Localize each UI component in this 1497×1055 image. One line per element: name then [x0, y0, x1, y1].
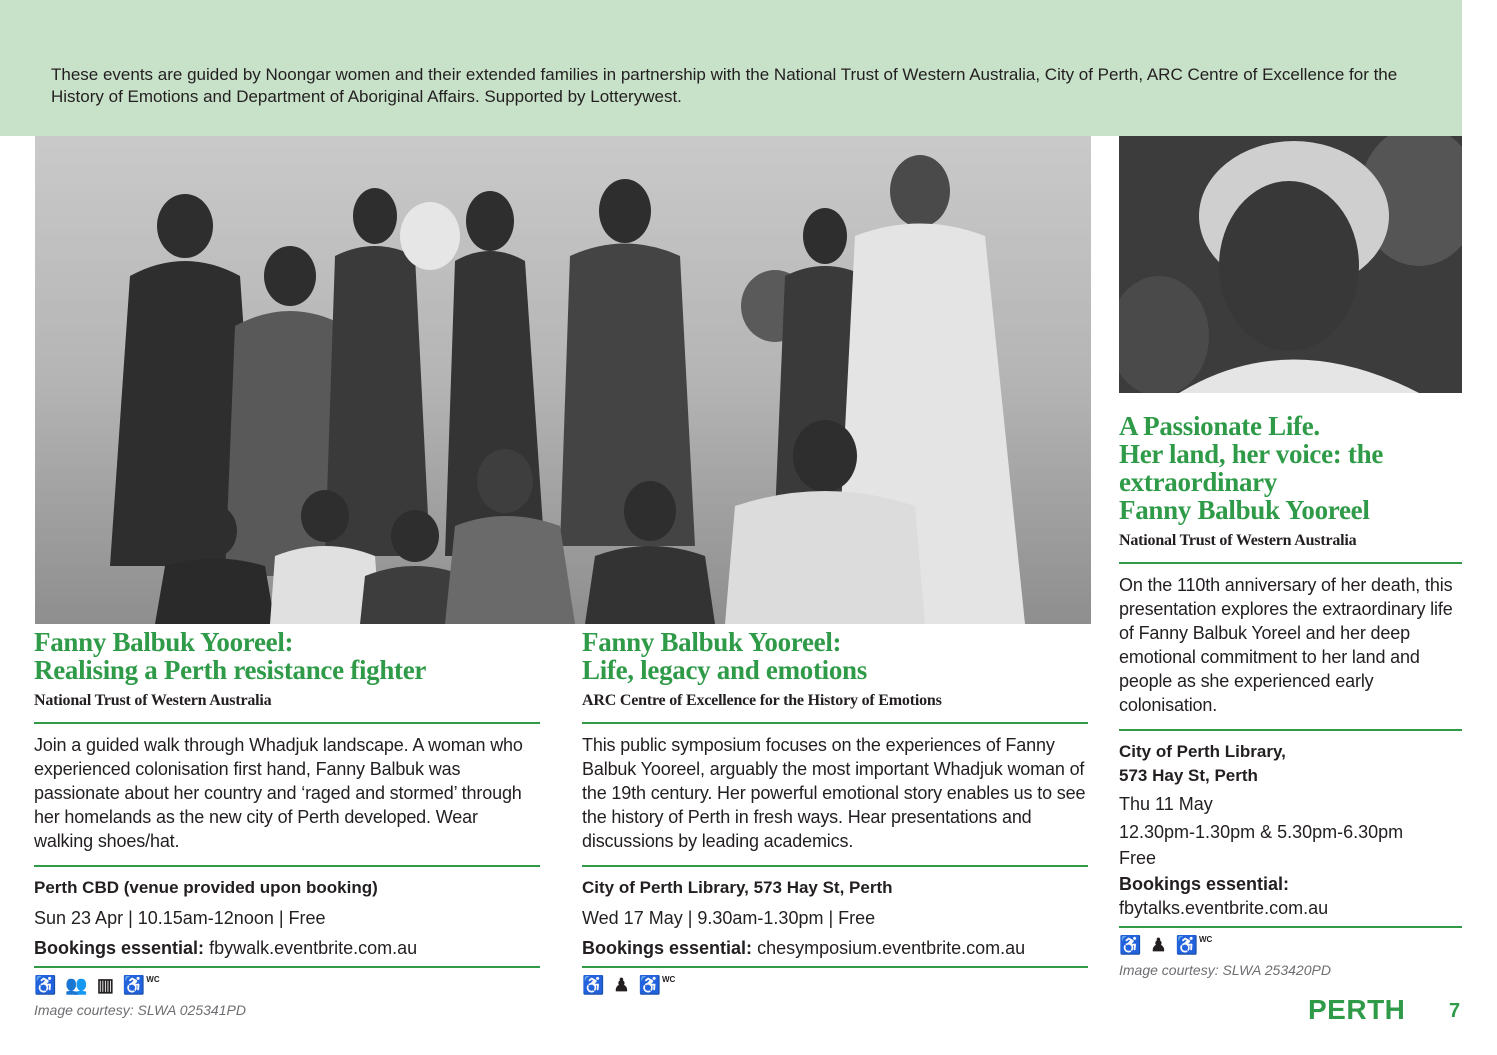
accessible-wc-icon: ♿ $^{WC}$ [1175, 934, 1213, 955]
intro-text: These events are guided by Noongar women and their extended families in partnership with the National Trust of Western Australia, City of Perth, ARC Centre of Excellence for the History of Emotions and Department of Aboriginal Affairs. Supported by Lotterywest. [51, 65, 1398, 106]
divider [34, 722, 540, 724]
event-description: This public symposium focuses on the experiences of Fanny Balbuk Yooreel, arguably the most important Whadjuk woman of the 19th century. Her powerful emotional story enables us to see the history of Perth in fresh ways. Hear presentations and discussions by leading academics. [582, 735, 1086, 851]
event-venue: City of Perth Library, 573 Hay St, Perth [582, 878, 893, 897]
map-icon: ▥ [96, 974, 114, 995]
event-date: Thu 11 May [1119, 794, 1213, 814]
event-price: Free [1119, 848, 1157, 868]
wheelchair-icon: ♿ [582, 974, 605, 995]
access-icons [34, 974, 540, 996]
accessible-wc-icon: ♿ $^{WC}$ [638, 974, 676, 995]
event-times: 12.30pm-1.30pm & 5.30pm-6.30pm [1119, 822, 1404, 842]
event-title: A Passionate Life. Her land, her voice: the extraordinary Fanny Balbuk Yooreel [1119, 411, 1384, 525]
image-credit: Image courtesy: SLWA 025341PD [34, 1002, 246, 1018]
event-when: Sun 23 Apr | 10.15am-12noon | Free [34, 908, 326, 928]
event-venue: City of Perth Library, 573 Hay St, Perth [1119, 742, 1286, 785]
event-symposium [582, 628, 1088, 996]
group-photograph [35, 136, 1091, 624]
event-bookings: Bookings essential: fbytalks.eventbrite.com.au [1119, 874, 1329, 918]
section-city: PERTH [1308, 994, 1406, 1025]
access-icons [582, 974, 1088, 996]
bookings-link[interactable]: fbywalk.eventbrite.com.au [209, 938, 418, 958]
event-description: Join a guided walk through Whadjuk landscape. A woman who experienced colonisation first hand, Fanny Balbuk was passionate about her country and ‘raged and stormed’ through her homelands as the new city of Perth developed. Wear walking shoes/hat. [34, 735, 523, 851]
event-description: On the 110th anniversary of her death, this presentation explores the extraordinary life of Fanny Balbuk Yoreel and her deep emotional commitment to her land and people as she experienced early colonisation. [1119, 575, 1453, 715]
divider [1119, 729, 1462, 731]
event-bookings: Bookings essential: chesymposium.eventbrite.com.au [582, 938, 1026, 958]
wheelchair-icon: ♿ [34, 974, 57, 995]
divider [34, 966, 540, 968]
event-when: Wed 17 May | 9.30am-1.30pm | Free [582, 908, 876, 928]
image-credit: Image courtesy: SLWA 253420PD [1119, 962, 1331, 978]
group-icon: 👥 [65, 974, 88, 995]
event-organiser: National Trust of Western Australia [1119, 532, 1357, 549]
wheelchair-icon: ♿ [1119, 934, 1142, 955]
event-organiser: National Trust of Western Australia [34, 692, 272, 709]
event-organiser: ARC Centre of Excellence for the History of Emotions [582, 692, 942, 709]
event-title: Fanny Balbuk Yooreel: Life, legacy and emotions [582, 627, 867, 685]
event-walk [34, 628, 540, 1018]
divider [1119, 562, 1462, 564]
event-venue: Perth CBD (venue provided upon booking) [34, 878, 378, 897]
page-number: 7 [1449, 1000, 1461, 1022]
bookings-link[interactable]: chesymposium.eventbrite.com.au [757, 938, 1026, 958]
divider [582, 722, 1088, 724]
access-icons [1119, 934, 1462, 956]
event-talk [1119, 412, 1462, 978]
intro-banner [0, 0, 1462, 136]
bookings-link[interactable]: fbytalks.eventbrite.com.au [1119, 898, 1329, 918]
portrait-photograph [1119, 136, 1462, 393]
divider [34, 865, 540, 867]
divider [582, 865, 1088, 867]
event-bookings: Bookings essential: fbywalk.eventbrite.com.au [34, 938, 418, 958]
person-icon: ♟ [613, 974, 630, 995]
event-title: Fanny Balbuk Yooreel: Realising a Perth resistance fighter [34, 627, 427, 685]
accessible-wc-icon: ♿ $^{WC}$ [122, 974, 160, 995]
divider [582, 966, 1088, 968]
divider [1119, 926, 1462, 928]
person-icon: ♟ [1150, 934, 1167, 955]
